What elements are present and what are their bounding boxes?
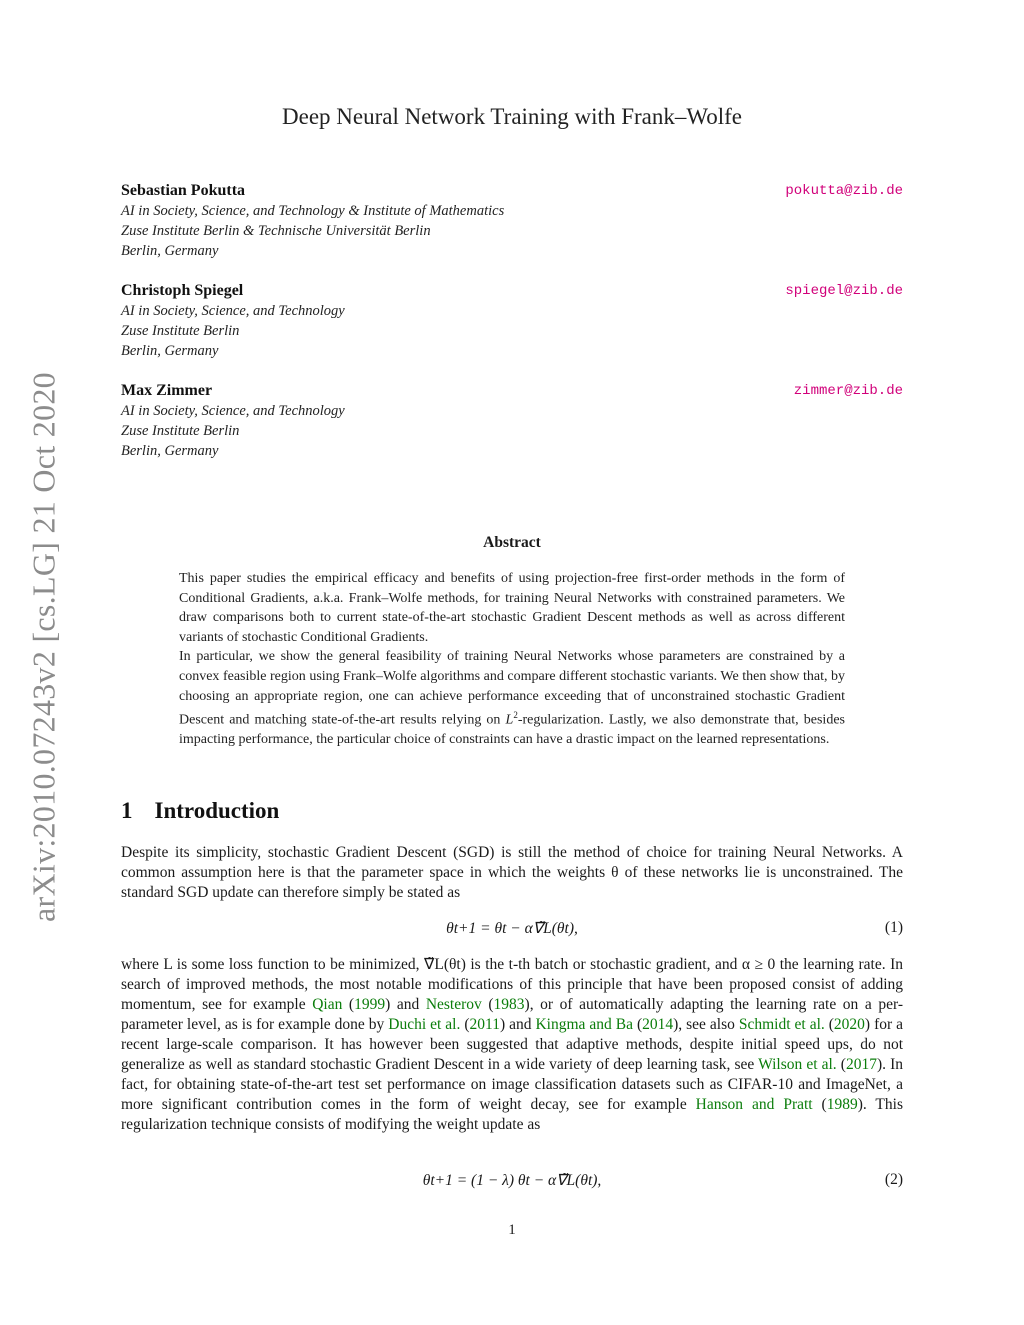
section-number: 1	[121, 798, 133, 823]
author-email[interactable]: pokutta@zib.de	[785, 183, 903, 199]
citation-link[interactable]: Qian	[312, 996, 343, 1013]
arxiv-identifier: arXiv:2010.07243v2 [cs.LG] 21 Oct 2020	[25, 372, 62, 922]
equation-body: θt+1 = θt − α∇̃L(θt),	[446, 920, 578, 937]
page-number: 1	[508, 1222, 516, 1238]
author-block	[121, 281, 903, 361]
affiliation-line: Zuse Institute Berlin	[121, 323, 240, 339]
affiliation-line: Berlin, Germany	[121, 243, 219, 259]
citation-link[interactable]: Kingma and Ba	[535, 1016, 633, 1033]
section-title: Introduction	[154, 798, 280, 823]
citation-link[interactable]: Schmidt et al.	[738, 1016, 825, 1033]
affiliation-line: Zuse Institute Berlin & Technische Universität Berlin	[121, 223, 431, 239]
citation-link[interactable]: Duchi et al.	[388, 1016, 461, 1033]
equation-body: θt+1 = (1 − λ) θt − α∇̃L(θt),	[422, 1172, 602, 1189]
author-name: Sebastian Pokutta	[121, 182, 246, 199]
author-email[interactable]: spiegel@zib.de	[785, 283, 903, 299]
citation-link[interactable]: 2011	[469, 1016, 500, 1033]
equation-number: (1)	[884, 919, 903, 936]
affiliation-line: Berlin, Germany	[121, 343, 219, 359]
section-heading	[121, 798, 279, 824]
affiliation-line: AI in Society, Science, and Technology	[121, 303, 345, 319]
abstract-body	[179, 569, 845, 750]
citation-link[interactable]: 2017	[845, 1056, 877, 1073]
citation-link[interactable]: 1999	[354, 996, 386, 1013]
affiliation-line: AI in Society, Science, and Technology	[121, 403, 345, 419]
citation-link[interactable]: Wilson et al.	[758, 1056, 837, 1073]
equation	[121, 1171, 903, 1193]
citation-link[interactable]: Nesterov	[425, 996, 482, 1013]
author-block	[121, 181, 903, 261]
citation-link[interactable]: 2014	[642, 1016, 674, 1033]
affiliation-line: Berlin, Germany	[121, 443, 219, 459]
citation-link[interactable]: 1983	[493, 996, 525, 1013]
author-name: Christoph Spiegel	[121, 282, 244, 299]
affiliation-line: AI in Society, Science, and Technology & Institute of Mathematics	[121, 203, 505, 219]
equation-number: (2)	[884, 1171, 903, 1188]
citation-link[interactable]: 1989	[826, 1096, 858, 1113]
abstract-paragraph: In particular, we show the general feasibility of training Neural Networks whose parameters are constrained by a convex feasible region using Frank–Wolfe algorithms and compare different stochastic variants. We then show that, by choosing an appropriate region, one can achieve performance exceeding that of unconstrained stochastic Gradient Descent and matching state-of-the-art results relying on $L^2$-regularization. Lastly, we also demonstrate that, besides impacting performance, the particular choice of constraints can have a drastic impact on the learned representations.	[179, 649, 845, 748]
citation-link[interactable]: Hanson and Pratt	[695, 1096, 813, 1113]
author-name: Max Zimmer	[121, 382, 213, 399]
citation-link[interactable]: 2020	[833, 1016, 865, 1033]
author-email[interactable]: zimmer@zib.de	[793, 383, 903, 399]
paper-title: Deep Neural Network Training with Frank–Wolfe	[282, 104, 742, 129]
affiliation-line: Zuse Institute Berlin	[121, 423, 240, 439]
body-paragraph: Despite its simplicity, stochastic Gradient Descent (SGD) is still the method of choice for training Neural Networks. A common assumption here is that the parameter space in which the weights θ of these networks lie is unconstrained. The standard SGD update can therefore simply be stated as	[121, 844, 903, 901]
abstract-heading: Abstract	[483, 534, 541, 551]
abstract-paragraph: This paper studies the empirical efficacy and benefits of using projection-free first-order methods in the form of Conditional Gradients, a.k.a. Frank–Wolfe methods, for training Neural Networks with constrained parameters. We draw comparisons both to current state-of-the-art stochastic Gradient Descent methods as well as across different variants of stochastic Conditional Gradients.	[179, 571, 845, 645]
author-block	[121, 381, 903, 461]
equation	[121, 919, 903, 941]
body-paragraph: where L is some loss function to be minimized, ∇̃L(θt) is the t-th batch or stochastic gradient, and α ≥ 0 the learning rate. In search of improved methods, the most notable modifications of this principle that have been proposed consist of adding momentum, see for example Qian (1999) and Nesterov (1983), or of automatically adapting the learning rate on a per-parameter level, as is for example done by Duchi et al. (2011) and Kingma and Ba (2014), see also Schmidt et al. (2020) for a recent large-scale comparison. It has however been suggested that adaptive methods, despite initial speed ups, do not generalize as well as standard stochastic Gradient Descent in a wide variety of deep learning task, see Wilson et al. (2017). In fact, for obtaining state-of-the-art test set performance on image classification datasets such as CIFAR-10 and ImageNet, a more significant contribution comes in the form of weight decay, see for example Hanson and Pratt (1989). This regularization technique consists of modifying the weight update as	[121, 956, 904, 1133]
